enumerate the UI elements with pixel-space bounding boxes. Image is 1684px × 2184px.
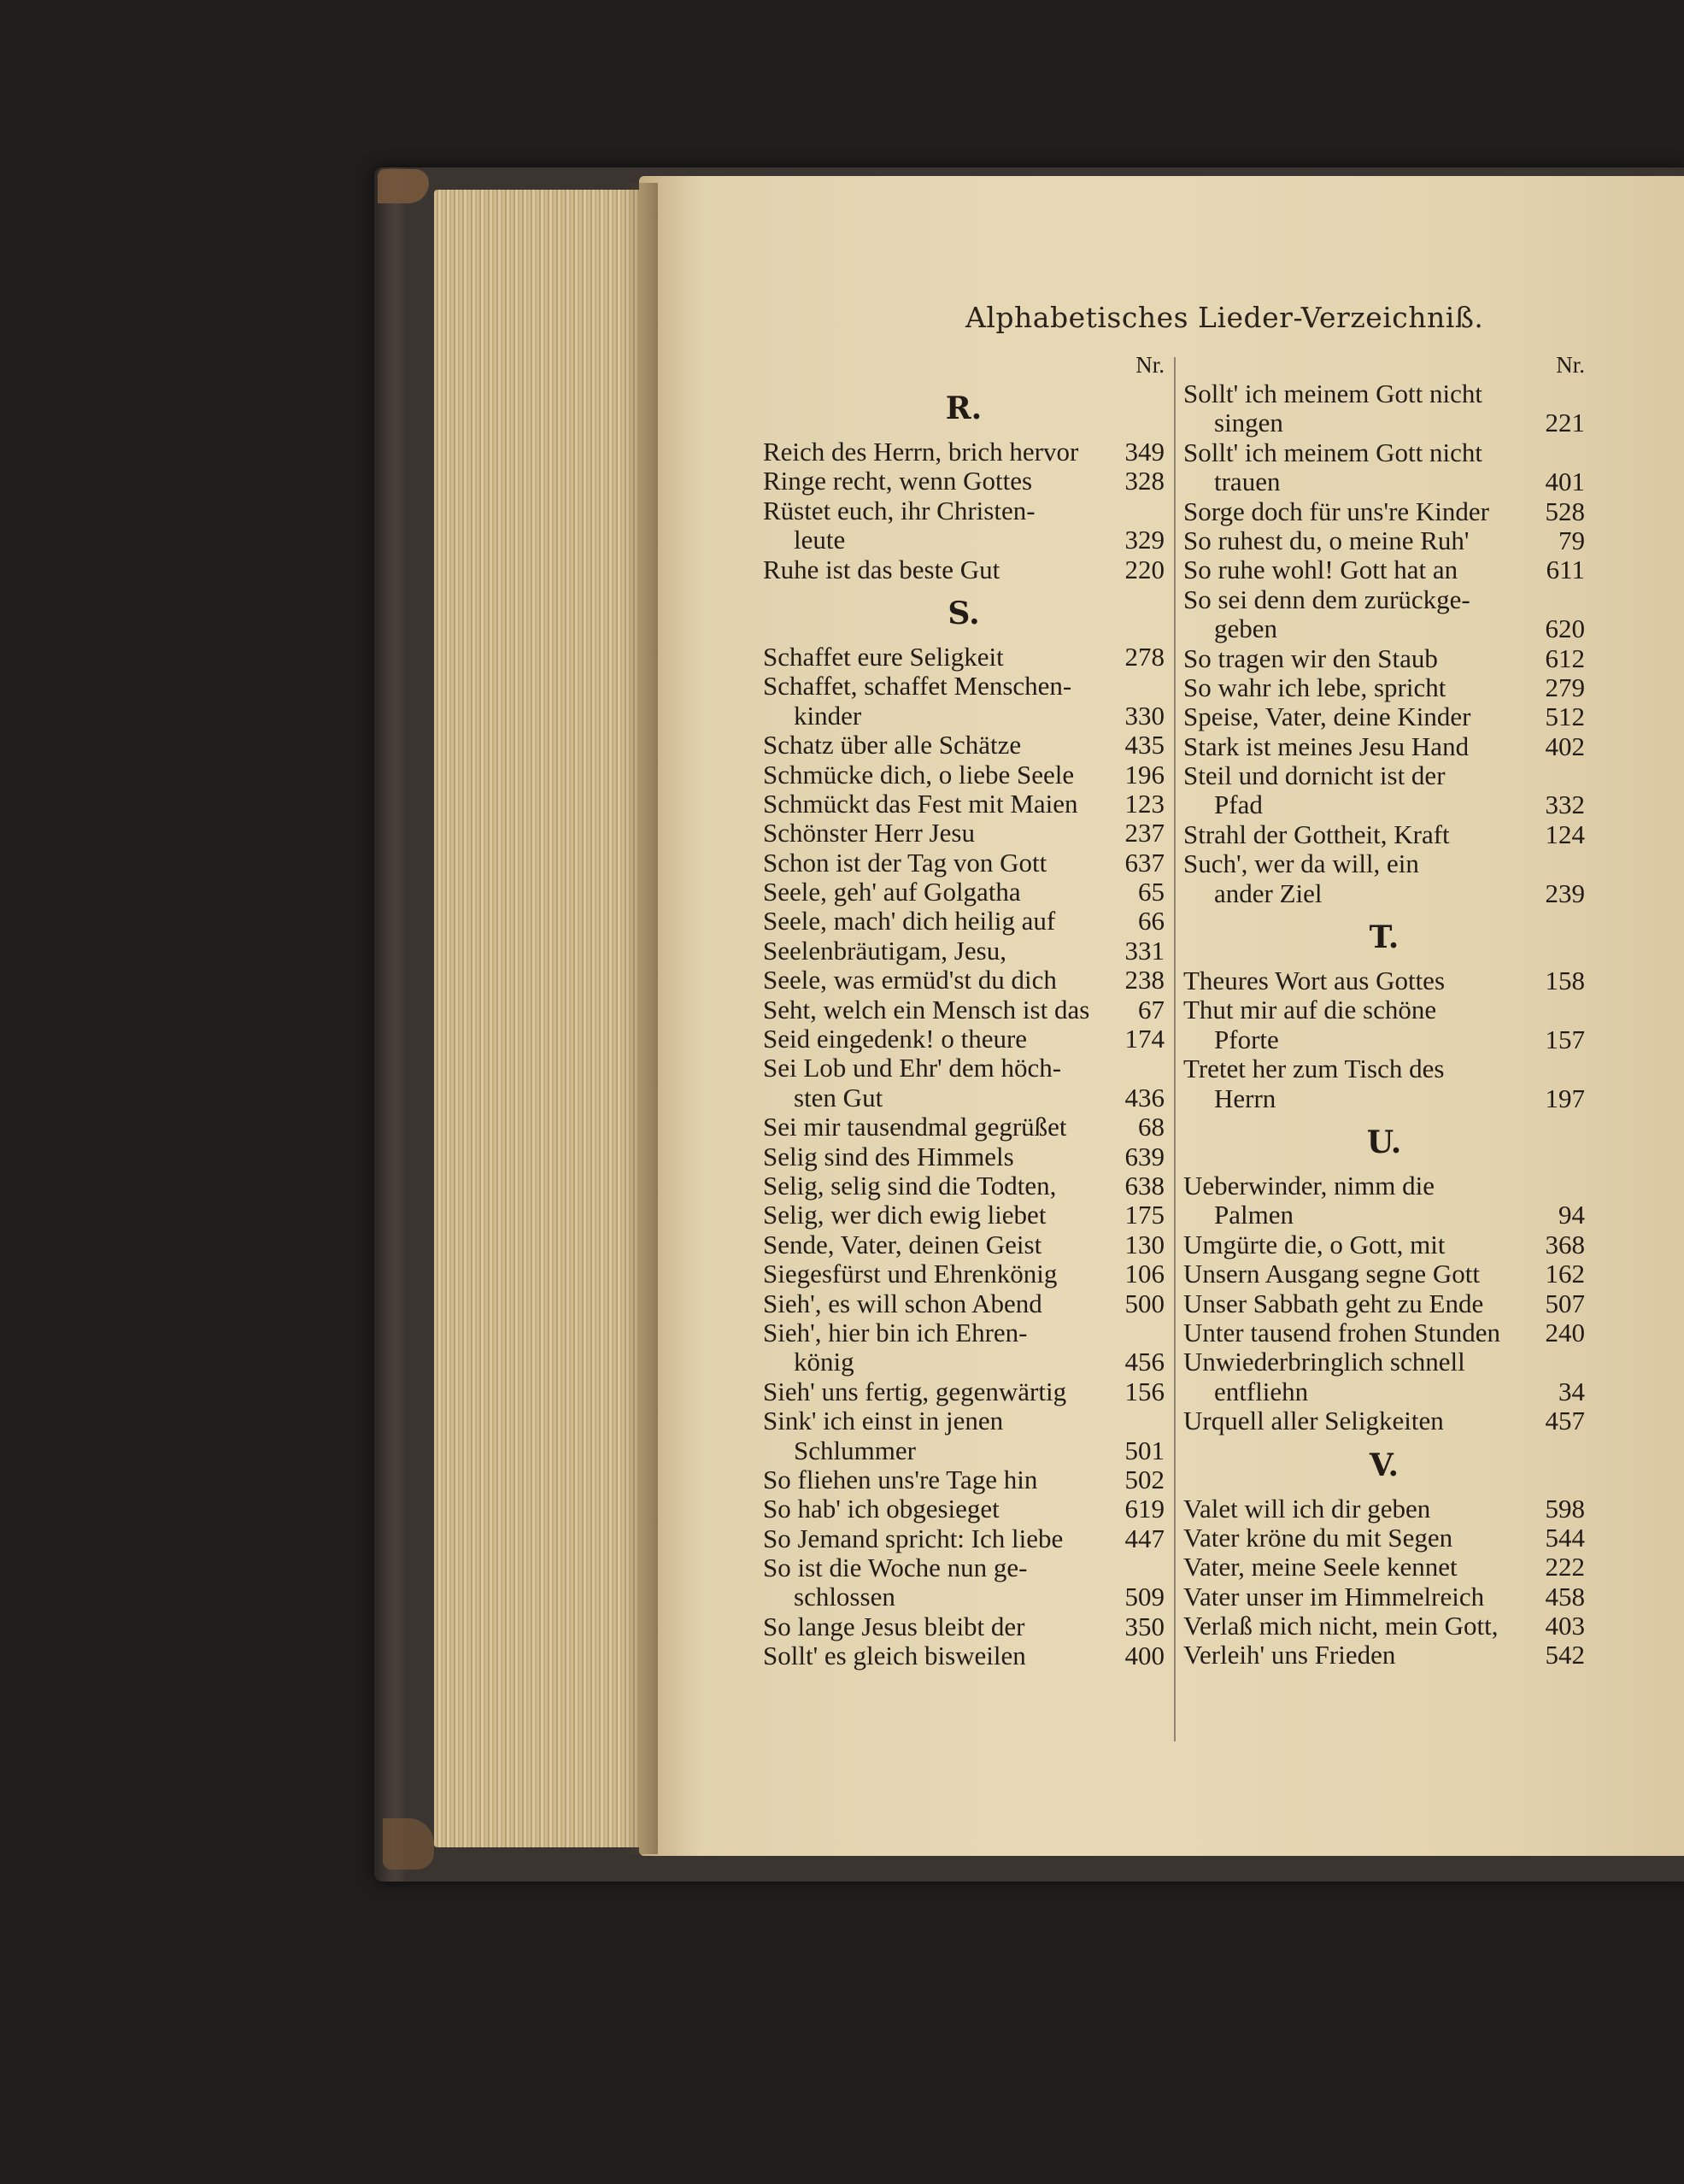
entry-first-line <box>763 1524 1165 1553</box>
index-entry <box>1183 966 1585 995</box>
hymn-title-text: Selig sind des Himmels <box>763 1141 1014 1171</box>
entry-continuation-line <box>763 702 1165 731</box>
index-entry <box>763 995 1165 1024</box>
entry-first-line <box>763 1259 1165 1289</box>
hymn-number: 638 <box>1124 1170 1165 1201</box>
entry-first-line <box>1183 1318 1585 1347</box>
hymn-title-text: Seele, mach' dich heilig auf <box>763 906 1056 936</box>
entry-continuation-line <box>763 1347 1165 1377</box>
index-entry <box>763 907 1165 936</box>
entry-first-line <box>763 1289 1165 1318</box>
index-entry <box>1183 1054 1585 1113</box>
entry-first-line <box>1183 673 1585 702</box>
index-entry <box>763 1524 1165 1553</box>
hymn-title-text: So tragen wir den Staub <box>1183 643 1438 673</box>
index-entry <box>1183 555 1585 584</box>
hymn-number: 457 <box>1545 1406 1585 1436</box>
index-entry <box>1183 1612 1585 1641</box>
entry-first-line <box>1183 1582 1585 1612</box>
entry-first-line <box>763 1406 1165 1435</box>
index-entry <box>1183 1171 1585 1230</box>
hymn-number: 240 <box>1545 1317 1585 1347</box>
hymn-title-text: Reich des Herrn, brich hervor <box>763 437 1079 467</box>
hymn-title-text: So wahr ich lebe, spricht <box>1183 672 1446 702</box>
entry-first-line <box>763 760 1165 790</box>
entry-first-line <box>1183 761 1585 790</box>
index-entry <box>1183 1406 1585 1435</box>
hymn-title-text: singen <box>1214 408 1283 438</box>
hymn-title-text: Theures Wort aus Gottes <box>1183 966 1446 996</box>
entry-continuation-line <box>1183 408 1585 437</box>
entry-first-line <box>1183 1524 1585 1553</box>
hymn-title-text: Sollt' es gleich bisweilen <box>763 1641 1026 1671</box>
entry-first-line <box>763 1494 1165 1524</box>
hymn-title-text: Pforte <box>1214 1024 1279 1054</box>
hymn-title-text: Sei mir tausendmal gegrüßet <box>763 1112 1067 1142</box>
hymn-title-text: Seht, welch ein Mensch ist das <box>763 994 1090 1024</box>
entry-first-line <box>1183 820 1585 849</box>
hymn-number: 502 <box>1124 1464 1165 1494</box>
entry-first-line <box>763 1054 1165 1083</box>
hymn-title-text: kinder <box>794 700 862 731</box>
hymn-number: 238 <box>1124 965 1165 995</box>
hymn-number: 196 <box>1124 759 1165 790</box>
hymn-number: 106 <box>1124 1259 1165 1289</box>
gutter-shadow <box>624 183 658 1854</box>
hymn-number: 611 <box>1546 555 1585 585</box>
index-entry <box>1183 849 1585 908</box>
entry-first-line <box>763 995 1165 1024</box>
hymn-title-text: Such', wer da will, ein <box>1183 848 1419 879</box>
hymn-title-text: Ringe recht, wenn Gottes <box>763 466 1033 496</box>
section-letter: T. <box>1369 919 1399 956</box>
hymn-title-text: schlossen <box>794 1582 895 1612</box>
index-entry <box>763 643 1165 672</box>
index-entry <box>763 1465 1165 1494</box>
entry-first-line <box>763 848 1165 878</box>
cover-corner-wear <box>383 1818 434 1870</box>
index-entry <box>763 1171 1165 1201</box>
hymn-title-text: Vater, meine Seele kennet <box>1183 1552 1458 1582</box>
entry-first-line <box>1183 1347 1585 1377</box>
page-title: Alphabetisches Lieder-Verzeichniß. <box>965 301 1484 334</box>
hymn-number: 456 <box>1124 1347 1165 1377</box>
index-entry <box>763 496 1165 555</box>
hymn-number: 331 <box>1124 935 1165 966</box>
hymn-number: 639 <box>1124 1141 1165 1171</box>
index-entry <box>763 878 1165 907</box>
entry-continuation-line <box>763 1083 1165 1113</box>
index-entry <box>1183 379 1585 438</box>
entry-first-line <box>1183 1259 1585 1289</box>
index-entry <box>763 437 1165 467</box>
hymn-title-text: Selig, selig sind die Todten, <box>763 1170 1057 1201</box>
column-divider <box>1174 357 1176 1741</box>
index-column-left <box>763 350 1165 1671</box>
entry-first-line <box>1183 379 1585 408</box>
hymn-number: 67 <box>1138 994 1165 1024</box>
hymn-title-text: Sieh' uns fertig, gegenwärtig <box>763 1376 1067 1406</box>
index-entry <box>763 1142 1165 1171</box>
index-entry <box>763 672 1165 731</box>
hymn-title-text: Valet will ich dir geben <box>1183 1493 1431 1524</box>
hymn-title-text: Verlaß mich nicht, mein Gott, <box>1183 1611 1499 1641</box>
entry-first-line <box>763 555 1165 584</box>
hymn-title-text: Strahl der Gottheit, Kraft <box>1183 819 1450 849</box>
entry-first-line <box>763 1553 1165 1582</box>
hymn-title-text: So sei denn dem zurückge- <box>1183 584 1470 614</box>
hymn-number: 368 <box>1545 1229 1585 1259</box>
hymn-title-text: Schmückt das Fest mit Maien <box>763 788 1078 819</box>
entry-first-line <box>763 1142 1165 1171</box>
entry-first-line <box>1183 526 1585 555</box>
hymn-number: 156 <box>1124 1376 1165 1406</box>
entry-first-line <box>763 1318 1165 1347</box>
entry-first-line <box>763 437 1165 467</box>
index-entry <box>1183 1582 1585 1612</box>
hymn-title-text: Sorge doch für uns're Kinder <box>1183 496 1489 526</box>
index-entry <box>763 819 1165 848</box>
page-edges <box>434 190 648 1847</box>
index-entry <box>1183 585 1585 644</box>
entry-first-line <box>763 1377 1165 1406</box>
index-entry <box>763 936 1165 966</box>
index-entry <box>1183 644 1585 673</box>
index-entry <box>763 760 1165 790</box>
hymn-number: 542 <box>1545 1640 1585 1670</box>
hymn-title-text: Sieh', hier bin ich Ehren- <box>763 1317 1028 1347</box>
hymn-title-text: Seele, was ermüd'st du dich <box>763 965 1057 995</box>
hymn-number: 509 <box>1124 1582 1165 1612</box>
hymn-number: 435 <box>1124 730 1165 760</box>
hymn-number: 65 <box>1138 877 1165 907</box>
section-letter: V. <box>1369 1447 1399 1483</box>
hymn-title-text: Urquell aller Seligkeiten <box>1183 1406 1444 1436</box>
index-entry <box>763 1553 1165 1612</box>
hymn-title-text: Verleih' uns Frieden <box>1183 1640 1396 1670</box>
hymn-title-text: leute <box>794 525 846 555</box>
index-entry <box>1183 1553 1585 1582</box>
entry-first-line <box>1183 555 1585 584</box>
hymn-title-text: geben <box>1214 614 1278 644</box>
entry-first-line <box>763 1230 1165 1259</box>
hymn-title-text: Tretet her zum Tisch des <box>1183 1054 1445 1084</box>
entry-continuation-line <box>763 1582 1165 1612</box>
index-entry <box>763 1024 1165 1054</box>
entry-continuation-line <box>763 525 1165 555</box>
entry-first-line <box>763 1612 1165 1641</box>
index-entry <box>763 790 1165 819</box>
index-entry <box>1183 820 1585 849</box>
section-letter: R. <box>945 390 983 426</box>
index-entry <box>763 1377 1165 1406</box>
index-entry <box>1183 702 1585 731</box>
entry-first-line <box>763 1201 1165 1230</box>
index-entry <box>1183 1230 1585 1259</box>
entry-first-line <box>763 643 1165 672</box>
entry-continuation-line <box>763 1436 1165 1465</box>
hymn-number: 94 <box>1558 1200 1585 1230</box>
entry-first-line <box>1183 995 1585 1024</box>
entry-first-line <box>763 819 1165 848</box>
hymn-title-text: Sink' ich einst in jenen <box>763 1406 1004 1436</box>
index-entry <box>1183 1494 1585 1524</box>
hymn-title-text: sten Gut <box>794 1082 883 1113</box>
index-entry <box>1183 761 1585 820</box>
index-entry <box>763 966 1165 995</box>
index-entry <box>1183 438 1585 497</box>
section-letter: S. <box>948 595 980 631</box>
entry-continuation-line <box>1183 879 1585 908</box>
hymn-number: 162 <box>1545 1259 1585 1289</box>
hymn-title-text: Sieh', es will schon Abend <box>763 1288 1042 1318</box>
index-entry <box>763 1259 1165 1289</box>
index-entry <box>763 1289 1165 1318</box>
hymn-title-text: Schlummer <box>794 1435 916 1465</box>
hymn-number: 637 <box>1124 847 1165 878</box>
hymn-title-text: Rüstet euch, ihr Christen- <box>763 495 1036 525</box>
index-entry <box>1183 526 1585 555</box>
hymn-number: 124 <box>1545 819 1585 849</box>
entry-first-line <box>763 1641 1165 1670</box>
entry-continuation-line <box>1183 1084 1585 1113</box>
entry-first-line <box>763 1024 1165 1054</box>
hymn-title-text: ander Ziel <box>1214 878 1323 908</box>
entry-continuation-line <box>1183 1377 1585 1406</box>
index-entry <box>1183 1347 1585 1406</box>
hymn-title-text: Schon ist der Tag von Gott <box>763 847 1047 878</box>
index-entry <box>1183 1524 1585 1553</box>
hymn-title-text: Schaffet, schaffet Menschen- <box>763 671 1072 702</box>
hymn-number: 350 <box>1124 1611 1165 1641</box>
hymn-number: 544 <box>1545 1522 1585 1553</box>
hymn-title-text: So hab' ich obgesieget <box>763 1494 1000 1524</box>
entry-first-line <box>1183 732 1585 761</box>
hymn-number: 329 <box>1124 525 1165 555</box>
hymn-number: 130 <box>1124 1229 1165 1259</box>
index-entry <box>763 1641 1165 1670</box>
hymn-title-text: Selig, wer dich ewig liebet <box>763 1200 1047 1230</box>
entry-continuation-line <box>1183 1025 1585 1054</box>
hymn-number: 619 <box>1124 1494 1165 1524</box>
hymn-number: 349 <box>1124 437 1165 467</box>
entry-first-line <box>1183 438 1585 467</box>
hymn-number: 528 <box>1545 496 1585 526</box>
hymn-title-text: Schmücke dich, o liebe Seele <box>763 759 1075 790</box>
hymn-number: 507 <box>1545 1288 1585 1318</box>
hymn-number: 598 <box>1545 1493 1585 1524</box>
entry-first-line <box>1183 585 1585 614</box>
hymn-title-text: Umgürte die, o Gott, mit <box>1183 1229 1446 1259</box>
hymn-number: 403 <box>1545 1611 1585 1641</box>
hymn-number: 197 <box>1545 1083 1585 1113</box>
hymn-number: 221 <box>1545 408 1585 438</box>
entry-first-line <box>763 496 1165 525</box>
hymn-number: 278 <box>1124 641 1165 672</box>
hymn-title-text: Schönster Herr Jesu <box>763 818 975 848</box>
hymn-number: 500 <box>1124 1288 1165 1318</box>
entry-first-line <box>763 936 1165 966</box>
hymn-title-text: Herrn <box>1214 1083 1276 1113</box>
index-entry <box>763 731 1165 760</box>
index-entry <box>1183 1318 1585 1347</box>
entry-first-line <box>763 790 1165 819</box>
book-spine-edge <box>374 167 408 1882</box>
hymn-number: 436 <box>1124 1082 1165 1113</box>
entry-continuation-line <box>1183 790 1585 819</box>
index-entry <box>1183 732 1585 761</box>
index-entry <box>1183 673 1585 702</box>
index-entry <box>763 1201 1165 1230</box>
hymn-number: 458 <box>1545 1581 1585 1612</box>
entry-first-line <box>763 1113 1165 1142</box>
hymn-title-text: trauen <box>1214 467 1281 497</box>
index-entry <box>1183 995 1585 1054</box>
hymn-title-text: So fliehen uns're Tage hin <box>763 1464 1038 1494</box>
cover-corner-wear <box>378 169 429 203</box>
hymn-title-text: Schaffet eure Seligkeit <box>763 641 1004 672</box>
entry-first-line <box>763 878 1165 907</box>
hymn-number: 402 <box>1545 731 1585 761</box>
hymn-title-text: Steil und dornicht ist der <box>1183 760 1446 791</box>
entry-first-line <box>763 966 1165 995</box>
hymn-number: 620 <box>1545 614 1585 644</box>
hymn-number: 612 <box>1545 643 1585 673</box>
hymn-number: 175 <box>1124 1200 1165 1230</box>
hymn-title-text: Vater kröne du mit Segen <box>1183 1522 1453 1553</box>
hymn-title-text: Sei Lob und Ehr' dem höch- <box>763 1053 1062 1083</box>
index-entry <box>763 467 1165 496</box>
entry-first-line <box>1183 1494 1585 1524</box>
hymn-number: 239 <box>1545 878 1585 908</box>
hymn-title-text: So ruhe wohl! Gott hat an <box>1183 555 1458 585</box>
hymn-title-text: Siegesfürst und Ehrenkönig <box>763 1259 1058 1289</box>
index-entry <box>763 1494 1165 1524</box>
hymn-title-text: Schatz über alle Schätze <box>763 730 1022 760</box>
hymn-title-text: So ruhest du, o meine Ruh' <box>1183 525 1470 555</box>
index-entry <box>763 1054 1165 1113</box>
hymn-number: 401 <box>1545 467 1585 497</box>
hymn-number: 34 <box>1558 1376 1585 1406</box>
hymn-title-text: Speise, Vater, deine Kinder <box>1183 702 1471 732</box>
entry-first-line <box>763 1171 1165 1201</box>
hymn-number: 222 <box>1545 1552 1585 1582</box>
section-letter: U. <box>1366 1124 1402 1160</box>
hymn-number: 66 <box>1138 906 1165 936</box>
hymn-title-text: Sollt' ich meinem Gott nicht <box>1183 437 1482 467</box>
hymn-title-text: So ist die Woche nun ge- <box>763 1553 1028 1583</box>
hymn-title-text: Sende, Vater, deinen Geist <box>763 1229 1042 1259</box>
number-column-label: Nr. <box>1135 352 1165 378</box>
entry-first-line <box>1183 702 1585 731</box>
hymn-number: 68 <box>1138 1112 1165 1142</box>
hymn-number: 328 <box>1124 466 1165 496</box>
entry-first-line <box>1183 1054 1585 1083</box>
hymn-title-text: Pfad <box>1214 790 1263 820</box>
hymn-number: 447 <box>1124 1523 1165 1553</box>
hymn-number: 237 <box>1124 818 1165 848</box>
hymn-title-text: Unwiederbringlich schnell <box>1183 1347 1465 1377</box>
index-entry <box>763 848 1165 878</box>
entry-first-line <box>763 672 1165 701</box>
entry-first-line <box>763 467 1165 496</box>
index-entry <box>1183 1641 1585 1670</box>
hymn-title-text: Seele, geh' auf Golgatha <box>763 877 1021 907</box>
index-entry <box>1183 497 1585 526</box>
index-entry <box>763 1230 1165 1259</box>
entry-first-line <box>1183 966 1585 995</box>
hymn-number: 332 <box>1545 790 1585 820</box>
entry-first-line <box>763 1465 1165 1494</box>
hymn-title-text: entfliehn <box>1214 1376 1309 1406</box>
hymn-title-text: Vater unser im Himmelreich <box>1183 1581 1485 1612</box>
index-entry <box>1183 1289 1585 1318</box>
hymn-title-text: So Jemand spricht: Ich liebe <box>763 1523 1064 1553</box>
index-entry <box>763 1612 1165 1641</box>
hymn-title-text: So lange Jesus bleibt der <box>763 1611 1025 1641</box>
index-entry <box>1183 1259 1585 1289</box>
hymn-title-text: Palmen <box>1214 1200 1294 1230</box>
hymn-number: 330 <box>1124 700 1165 731</box>
hymn-title-text: Unsern Ausgang segne Gott <box>1183 1259 1480 1289</box>
hymn-number: 123 <box>1124 788 1165 819</box>
hymn-title-text: Unter tausend frohen Stunden <box>1183 1317 1501 1347</box>
hymn-number: 400 <box>1124 1641 1165 1671</box>
entry-first-line <box>1183 1612 1585 1641</box>
hymn-title-text: Sollt' ich meinem Gott nicht <box>1183 379 1482 408</box>
entry-first-line <box>1183 1641 1585 1670</box>
hymn-title-text: Ruhe ist das beste Gut <box>763 554 1000 584</box>
entry-continuation-line <box>1183 614 1585 643</box>
hymn-title-text: Unser Sabbath geht zu Ende <box>1183 1288 1484 1318</box>
hymn-number: 220 <box>1124 554 1165 584</box>
entry-first-line <box>1183 1553 1585 1582</box>
hymn-title-text: Thut mir auf die schöne <box>1183 995 1437 1025</box>
hymn-title-text: könig <box>794 1347 854 1377</box>
entry-first-line <box>1183 644 1585 673</box>
entry-first-line <box>1183 849 1585 878</box>
entry-continuation-line <box>1183 467 1585 496</box>
entry-first-line <box>1183 1289 1585 1318</box>
hymn-number: 158 <box>1545 966 1585 996</box>
index-column-right <box>1183 350 1585 1670</box>
hymn-title-text: Seid eingedenk! o theure <box>763 1024 1028 1054</box>
entry-first-line <box>1183 1406 1585 1435</box>
entry-first-line <box>1183 1171 1585 1201</box>
entry-first-line <box>763 907 1165 936</box>
hymn-title-text: Stark ist meines Jesu Hand <box>1183 731 1470 761</box>
hymn-number: 512 <box>1545 702 1585 732</box>
index-entry <box>763 1113 1165 1142</box>
entry-first-line <box>1183 497 1585 526</box>
index-entry <box>763 1318 1165 1377</box>
index-entry <box>763 1406 1165 1465</box>
hymn-number: 174 <box>1124 1024 1165 1054</box>
entry-first-line <box>763 731 1165 760</box>
entry-first-line <box>1183 1230 1585 1259</box>
entry-continuation-line <box>1183 1201 1585 1230</box>
hymn-number: 157 <box>1545 1024 1585 1054</box>
hymn-number: 501 <box>1124 1435 1165 1465</box>
hymn-number: 279 <box>1545 672 1585 702</box>
hymn-title-text: Ueberwinder, nimm die <box>1183 1170 1435 1201</box>
hymn-number: 79 <box>1558 525 1585 555</box>
hymn-title-text: Seelenbräutigam, Jesu, <box>763 935 1006 966</box>
number-column-label: Nr. <box>1556 352 1585 378</box>
index-entry <box>763 555 1165 584</box>
